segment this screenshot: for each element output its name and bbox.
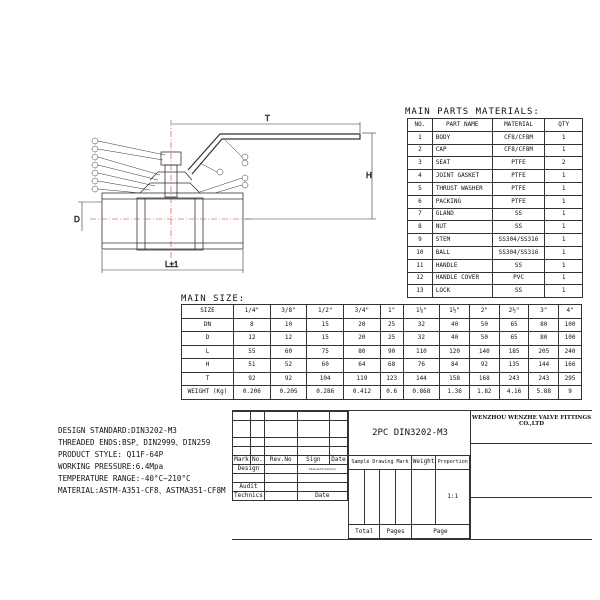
table-cell: 11 bbox=[408, 259, 433, 272]
table-cell: 10 bbox=[408, 246, 433, 259]
table-cell: 243 bbox=[499, 372, 529, 386]
table-cell: 1.82 bbox=[469, 386, 499, 400]
table-cell: 68 bbox=[380, 359, 403, 373]
table-cell: DN bbox=[182, 318, 234, 332]
table-cell: 50 bbox=[469, 318, 499, 332]
table-cell: THRUST WASHER bbox=[432, 182, 492, 195]
dim-L: L±1 bbox=[165, 260, 179, 269]
table-cell: SS304/SS316 bbox=[492, 246, 545, 259]
table-cell: PTFE bbox=[492, 182, 545, 195]
dim-D: D bbox=[74, 215, 80, 224]
table-cell: 51 bbox=[234, 359, 271, 373]
spec-line: WORKING PRESSURE:6.4Mpa bbox=[58, 462, 164, 471]
table-cell: 2 bbox=[545, 157, 583, 170]
dim-H: H bbox=[366, 171, 372, 180]
table-row bbox=[408, 221, 583, 234]
table-row bbox=[408, 170, 583, 183]
table-cell: 65 bbox=[499, 332, 529, 346]
table-cell: 9 bbox=[559, 386, 582, 400]
table-cell: 0.286 bbox=[307, 386, 344, 400]
table-cell: 166 bbox=[559, 359, 582, 373]
table-cell: 1½" bbox=[440, 305, 470, 319]
table-cell: 295 bbox=[559, 372, 582, 386]
table-cell: 1 bbox=[545, 195, 583, 208]
table-cell: BALL bbox=[432, 246, 492, 259]
table-cell: 144 bbox=[403, 372, 440, 386]
table-cell: SS304/SS316 bbox=[492, 234, 545, 247]
table-cell: 60 bbox=[270, 345, 307, 359]
parts-title: MAIN PARTS MATERIALS: bbox=[405, 107, 540, 117]
table-cell: 13 bbox=[408, 285, 433, 298]
table-cell: 119 bbox=[344, 372, 381, 386]
table-cell: 6 bbox=[408, 195, 433, 208]
table-cell: 1¼" bbox=[403, 305, 440, 319]
table-cell: 12 bbox=[408, 272, 433, 285]
table-row bbox=[408, 144, 583, 157]
table-cell: 1 bbox=[545, 144, 583, 157]
table-cell: HANDLE COVER bbox=[432, 272, 492, 285]
table-cell: 1 bbox=[408, 131, 433, 144]
table-cell: 3/8" bbox=[270, 305, 307, 319]
table-cell: 25 bbox=[380, 318, 403, 332]
drawing-title: 2PC DIN3202-M3 bbox=[348, 411, 471, 455]
table-row bbox=[408, 285, 583, 298]
table-cell: 1/2" bbox=[307, 305, 344, 319]
table-cell: 243 bbox=[529, 372, 559, 386]
table-cell: PTFE bbox=[492, 157, 545, 170]
table-cell: 1 bbox=[545, 221, 583, 234]
table-cell: 185 bbox=[499, 345, 529, 359]
table-row bbox=[182, 332, 582, 346]
table-cell: 144 bbox=[529, 359, 559, 373]
table-cell: 92 bbox=[469, 359, 499, 373]
table-cell: 1 bbox=[545, 182, 583, 195]
table-row bbox=[408, 182, 583, 195]
table-cell: D bbox=[182, 332, 234, 346]
table-cell: 100 bbox=[559, 318, 582, 332]
table-cell: 168 bbox=[469, 372, 499, 386]
table-cell: SS bbox=[492, 208, 545, 221]
table-cell: SS bbox=[492, 221, 545, 234]
table-cell: 1.36 bbox=[440, 386, 470, 400]
table-cell: 0.6 bbox=[380, 386, 403, 400]
table-cell: 3/4" bbox=[344, 305, 381, 319]
table-cell: 123 bbox=[380, 372, 403, 386]
table-cell: PACKING bbox=[432, 195, 492, 208]
table-cell: 158 bbox=[440, 372, 470, 386]
table-cell: 1 bbox=[545, 234, 583, 247]
table-cell: 1/4" bbox=[234, 305, 271, 319]
spec-line: PRODUCT STYLE: Q11F-64P bbox=[58, 450, 164, 459]
valve-drawing bbox=[0, 0, 400, 290]
spec-line: MATERIAL:ASTM-A351-CF8、ASTMA351-CF8M bbox=[58, 486, 226, 495]
table-cell: 0.205 bbox=[270, 386, 307, 400]
spec-line: THREADED ENDS:BSP、DIN2999、DIN259 bbox=[58, 438, 211, 447]
table-cell: 2½" bbox=[499, 305, 529, 319]
table-cell: CF8/CF8M bbox=[492, 144, 545, 157]
table-cell: 1 bbox=[545, 246, 583, 259]
table-cell: 0.868 bbox=[403, 386, 440, 400]
size-title: MAIN SIZE: bbox=[181, 294, 246, 304]
table-cell: 12 bbox=[270, 332, 307, 346]
table-cell: BODY bbox=[432, 131, 492, 144]
table-cell: 5 bbox=[408, 182, 433, 195]
table-cell: 8 bbox=[408, 221, 433, 234]
table-cell: 4" bbox=[559, 305, 582, 319]
table-row bbox=[182, 386, 582, 400]
drawing-info-grid: Sample Drawing Mark Weight Proportion 1:1 Total Pages Page bbox=[348, 455, 470, 539]
table-row bbox=[182, 318, 582, 332]
table-cell: HANDLE bbox=[432, 259, 492, 272]
table-cell: 2" bbox=[469, 305, 499, 319]
table-cell: 120 bbox=[440, 345, 470, 359]
table-cell: 84 bbox=[440, 359, 470, 373]
table-row bbox=[182, 359, 582, 373]
table-cell: 4 bbox=[408, 170, 433, 183]
table-cell: PVC bbox=[492, 272, 545, 285]
table-cell: PTFE bbox=[492, 170, 545, 183]
table-cell: 104 bbox=[307, 372, 344, 386]
table-cell: L bbox=[182, 345, 234, 359]
table-cell: 1 bbox=[545, 285, 583, 298]
table-cell: 10 bbox=[270, 318, 307, 332]
table-row bbox=[408, 131, 583, 144]
table-cell: 1" bbox=[380, 305, 403, 319]
table-row bbox=[408, 234, 583, 247]
table-cell: 3" bbox=[529, 305, 559, 319]
table-cell: 55 bbox=[234, 345, 271, 359]
table-cell: 205 bbox=[529, 345, 559, 359]
table-cell: CF8/CF8M bbox=[492, 131, 545, 144]
table-cell: 8 bbox=[234, 318, 271, 332]
table-cell: 100 bbox=[559, 332, 582, 346]
size-table bbox=[181, 304, 582, 400]
table-cell: T bbox=[182, 372, 234, 386]
table-cell: 1 bbox=[545, 259, 583, 272]
table-cell: 7 bbox=[408, 208, 433, 221]
table-cell: SIZE bbox=[182, 305, 234, 319]
table-cell: 60 bbox=[307, 359, 344, 373]
table-cell: 40 bbox=[440, 332, 470, 346]
table-cell: STEM bbox=[432, 234, 492, 247]
table-cell: 135 bbox=[499, 359, 529, 373]
balloons bbox=[92, 138, 248, 193]
table-cell: 3 bbox=[408, 157, 433, 170]
table-row bbox=[182, 345, 582, 359]
table-cell: 80 bbox=[344, 345, 381, 359]
table-cell: 20 bbox=[344, 332, 381, 346]
table-cell: 0.206 bbox=[234, 386, 271, 400]
table-cell: SS bbox=[492, 259, 545, 272]
table-cell: 1 bbox=[545, 208, 583, 221]
table-cell: SS bbox=[492, 285, 545, 298]
table-cell: SEAT bbox=[432, 157, 492, 170]
title-block bbox=[232, 410, 592, 540]
table-cell: 20 bbox=[344, 318, 381, 332]
table-cell: 1 bbox=[545, 131, 583, 144]
table-cell: 110 bbox=[403, 345, 440, 359]
table-cell: 1 bbox=[545, 272, 583, 285]
table-cell: 15 bbox=[307, 318, 344, 332]
handle bbox=[188, 134, 360, 174]
table-cell: 12 bbox=[234, 332, 271, 346]
spec-line: DESIGN STANDARD:DIN3202-M3 bbox=[58, 426, 177, 435]
table-cell: 9 bbox=[408, 234, 433, 247]
table-cell: 76 bbox=[403, 359, 440, 373]
dim-T: T bbox=[265, 114, 270, 123]
table-cell: 140 bbox=[469, 345, 499, 359]
table-row bbox=[408, 272, 583, 285]
table-cell: WEIGHT (Kg) bbox=[182, 386, 234, 400]
table-cell: 1 bbox=[545, 170, 583, 183]
table-row bbox=[408, 259, 583, 272]
table-cell: 80 bbox=[529, 318, 559, 332]
table-cell: LOCK bbox=[432, 285, 492, 298]
spec-line: TEMPERATURE RANGE:-40°C~210°C bbox=[58, 474, 191, 483]
table-cell: 32 bbox=[403, 318, 440, 332]
table-cell: GLAND bbox=[432, 208, 492, 221]
table-row bbox=[182, 372, 582, 386]
table-cell: 40 bbox=[440, 318, 470, 332]
table-cell: 240 bbox=[559, 345, 582, 359]
table-cell: 50 bbox=[469, 332, 499, 346]
table-cell: 90 bbox=[380, 345, 403, 359]
spec-notes bbox=[58, 425, 226, 497]
revision-grid: Mark No. Rev.No Sign Date Design Standardization Audit Technics Date bbox=[232, 411, 348, 501]
table-cell: 4.16 bbox=[499, 386, 529, 400]
table-cell: 92 bbox=[270, 372, 307, 386]
table-row bbox=[408, 195, 583, 208]
parts-table bbox=[407, 118, 583, 298]
table-cell: 80 bbox=[529, 332, 559, 346]
table-cell: 5.88 bbox=[529, 386, 559, 400]
table-row bbox=[408, 246, 583, 259]
table-cell: 0.412 bbox=[344, 386, 381, 400]
table-row bbox=[408, 208, 583, 221]
table-cell: 32 bbox=[403, 332, 440, 346]
table-cell: H bbox=[182, 359, 234, 373]
table-cell: 2 bbox=[408, 144, 433, 157]
table-cell: 92 bbox=[234, 372, 271, 386]
table-row bbox=[408, 157, 583, 170]
table-cell: 52 bbox=[270, 359, 307, 373]
table-cell: CAP bbox=[432, 144, 492, 157]
table-cell: NUT bbox=[432, 221, 492, 234]
table-cell: 64 bbox=[344, 359, 381, 373]
table-header: NO. PART NAME MATERIAL QTY bbox=[408, 119, 583, 132]
company-name: WENZHOU WENZHE VALVE FITTINGS CO.,LTD bbox=[470, 411, 592, 444]
table-cell: 15 bbox=[307, 332, 344, 346]
table-cell: 65 bbox=[499, 318, 529, 332]
table-cell: JOINT GASKET bbox=[432, 170, 492, 183]
valve-body bbox=[102, 193, 243, 249]
table-row bbox=[182, 305, 582, 319]
table-cell: 25 bbox=[380, 332, 403, 346]
table-cell: 75 bbox=[307, 345, 344, 359]
table-cell: PTFE bbox=[492, 195, 545, 208]
